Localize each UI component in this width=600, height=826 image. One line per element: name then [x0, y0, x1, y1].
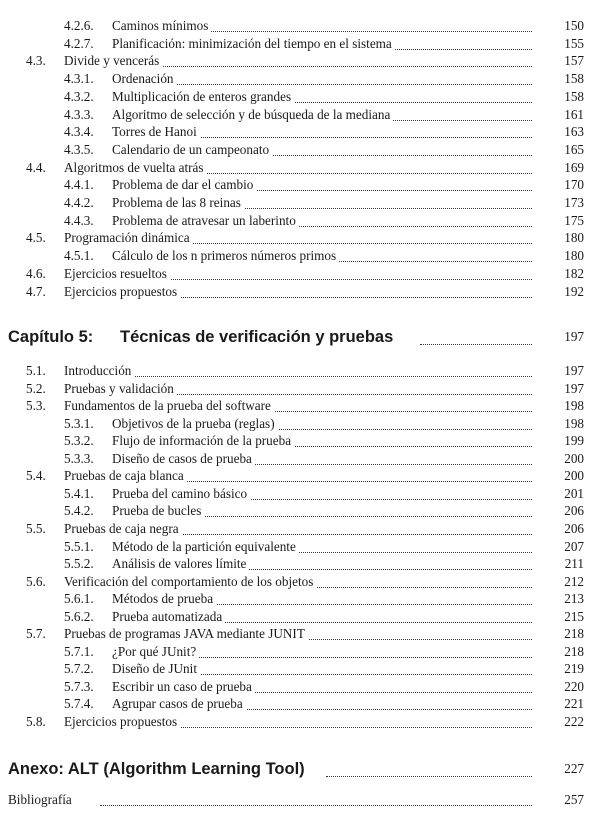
- toc-entry-page-number: 165: [564, 141, 584, 157]
- toc-entry-number: 5.7.1.: [64, 643, 94, 659]
- toc-entry[interactable]: [0, 573, 600, 591]
- toc-entry-title: Flujo de información de la prueba: [112, 432, 294, 450]
- toc-entry-title: Prueba del camino básico: [112, 485, 250, 503]
- toc-entry[interactable]: [0, 678, 600, 696]
- toc-entry[interactable]: [0, 415, 600, 433]
- toc-entry-title: Prueba automatizada: [112, 608, 225, 626]
- bibliography-title: Bibliografía: [8, 791, 75, 809]
- toc-entry-page-number: 206: [564, 503, 584, 519]
- toc-entry[interactable]: [0, 450, 600, 468]
- leader-dots: [100, 803, 532, 806]
- toc-entry-title: Pruebas y validación: [64, 380, 177, 398]
- toc-entry-title: Introducción: [64, 362, 134, 380]
- toc-entry-title: Agrupar casos de prueba: [112, 695, 246, 713]
- toc-entry-number: 4.2.6.: [64, 18, 94, 33]
- toc-entry-page-number: 180: [564, 248, 584, 264]
- toc-entry-title: Problema de las 8 reinas: [112, 194, 244, 212]
- toc-entry-page-number: 200: [564, 450, 584, 466]
- toc-entry-page-number: 182: [564, 265, 584, 281]
- toc-entry[interactable]: [0, 70, 600, 88]
- toc-entry-page-number: 206: [564, 520, 584, 536]
- leader-dots: [84, 374, 532, 377]
- toc-entry[interactable]: [0, 485, 600, 503]
- toc-entry[interactable]: [0, 17, 600, 35]
- toc-entry[interactable]: [0, 35, 600, 53]
- toc-entry-title: ¿Por qué JUnit?: [112, 643, 199, 661]
- toc-entry-page-number: 221: [564, 696, 584, 712]
- toc-entry-page-number: 220: [564, 678, 584, 694]
- toc-entry-page-number: 163: [564, 124, 584, 140]
- bibliography-entry: [0, 791, 600, 809]
- toc-entry-title: Métodos de prueba: [112, 590, 216, 608]
- toc-entry-number: 5.7.4.: [64, 696, 94, 712]
- toc-entry[interactable]: [0, 362, 600, 380]
- toc-entry-title: Calendario de un campeonato: [112, 141, 272, 159]
- toc-entry-number: 5.7.2.: [64, 661, 94, 677]
- toc-entry-page-number: 213: [564, 591, 584, 607]
- toc-entry-title: Pruebas de caja blanca: [64, 467, 187, 485]
- toc-entry[interactable]: [0, 397, 600, 415]
- toc-entry-number: 5.3.: [26, 398, 46, 414]
- toc-entry[interactable]: [0, 467, 600, 485]
- toc-entry-number: 5.6.1.: [64, 591, 94, 607]
- toc-entry-number: 5.4.1.: [64, 485, 94, 501]
- toc-entry-title: Método de la partición equivalente: [112, 538, 299, 556]
- toc-entry-number: 4.4.3.: [64, 212, 94, 228]
- chapter-heading: [0, 326, 600, 348]
- toc-entry-title: Ejercicios propuestos: [64, 713, 180, 731]
- leader-dots: [326, 774, 532, 777]
- toc-entry-page-number: 150: [564, 18, 584, 33]
- toc-entry[interactable]: [0, 88, 600, 106]
- toc-entry-page-number: 222: [564, 714, 584, 729]
- toc-entry[interactable]: [0, 159, 600, 177]
- toc-entry-number: 5.5.1.: [64, 538, 94, 554]
- toc-entry-page-number: 207: [564, 538, 584, 554]
- toc-entry-page-number: 173: [564, 195, 584, 210]
- toc-entry-title: Caminos mínimos: [112, 17, 211, 35]
- toc-entry-number: 5.8.: [26, 714, 46, 729]
- toc-entry-page-number: 200: [564, 468, 584, 484]
- toc-entry-page-number: 212: [564, 573, 584, 589]
- toc-entry[interactable]: [0, 502, 600, 520]
- toc-entry-number: 4.4.: [26, 159, 46, 175]
- toc-entry-number: 5.5.2.: [64, 556, 94, 572]
- toc-entry-title: Análisis de valores límite: [112, 555, 249, 573]
- toc-entry-title: Diseño de casos de prueba: [112, 450, 255, 468]
- toc-entry-page-number: 197: [564, 363, 584, 378]
- toc-entry-number: 5.2.: [26, 380, 46, 396]
- toc-entry-number: 4.2.7.: [64, 35, 94, 51]
- toc-entry-page-number: 215: [564, 608, 584, 624]
- toc-entry-title: Escribir un caso de prueba: [112, 678, 255, 696]
- toc-entry-page-number: 219: [564, 661, 584, 677]
- toc-entry-number: 4.3.3.: [64, 106, 94, 122]
- leader-dots: [420, 342, 532, 345]
- toc-entry[interactable]: [0, 380, 600, 398]
- toc-entry[interactable]: [0, 432, 600, 450]
- toc-entry[interactable]: [0, 247, 600, 265]
- toc-entry-title: Ejercicios resueltos: [64, 265, 170, 283]
- toc-entry-number: 5.1.: [26, 363, 46, 378]
- toc-entry-title: Algoritmos de vuelta atrás: [64, 159, 207, 177]
- toc-entry-number: 5.3.2.: [64, 433, 94, 449]
- toc-entry-page-number: 211: [564, 556, 584, 572]
- toc-entry[interactable]: [0, 194, 600, 212]
- toc-entry[interactable]: [0, 608, 600, 626]
- toc-entry[interactable]: [0, 660, 600, 678]
- toc-entry-number: 5.6.2.: [64, 608, 94, 624]
- toc-entry-number: 4.6.: [26, 265, 46, 281]
- toc-entry-page-number: 218: [564, 643, 584, 659]
- annex-page-number: 227: [564, 761, 584, 776]
- toc-entry-page-number: 170: [564, 177, 584, 193]
- toc-entry[interactable]: [0, 176, 600, 194]
- toc-entry-title: Programación dinámica: [64, 229, 193, 247]
- toc-entry-title: Fundamentos de la prueba del software: [64, 397, 274, 415]
- toc-entry-page-number: 192: [564, 283, 584, 299]
- toc-entry-title: Cálculo de los n primeros números primos: [112, 247, 339, 265]
- toc-entry-title: Multiplicación de enteros grandes: [112, 88, 294, 106]
- toc-entry-page-number: 161: [564, 106, 584, 122]
- toc-entry-title: Torres de Hanoi: [112, 123, 200, 141]
- toc-entry[interactable]: [0, 643, 600, 661]
- toc-entry[interactable]: [0, 212, 600, 230]
- toc-entry-title: Pruebas de caja negra: [64, 520, 182, 538]
- toc-entry-title: Objetivos de la prueba (reglas): [112, 415, 278, 433]
- toc-entry[interactable]: [0, 265, 600, 283]
- toc-entry-title: Prueba de bucles: [112, 502, 204, 520]
- toc-entry-page-number: 158: [564, 71, 584, 87]
- toc-entry-title: Problema de dar el cambio: [112, 176, 256, 194]
- toc-entry-number: 4.3.: [26, 53, 46, 69]
- chapter-title: Técnicas de verificación y pruebas: [120, 326, 396, 348]
- toc-entry[interactable]: [0, 555, 600, 573]
- leader-dots: [132, 82, 532, 85]
- toc-entry-page-number: 158: [564, 88, 584, 104]
- toc-entry[interactable]: [0, 538, 600, 556]
- chapter-label: Capítulo 5:: [8, 328, 94, 346]
- toc-entry-number: 5.3.3.: [64, 450, 94, 466]
- toc-entry-page-number: 218: [564, 626, 584, 642]
- toc-entry-number: 5.3.1.: [64, 415, 94, 431]
- toc-entry-title: Ejercicios propuestos: [64, 283, 180, 301]
- toc-entry[interactable]: [0, 229, 600, 247]
- toc-entry-page-number: 157: [564, 53, 584, 69]
- bibliography-page-number: 257: [564, 792, 584, 807]
- toc-entry-title: Divide y vencerás: [64, 52, 162, 70]
- toc-entry-number: 4.3.1.: [64, 71, 94, 87]
- toc-entry-number: 4.3.5.: [64, 141, 94, 157]
- annex-title: Anexo: ALT (Algorithm Learning Tool): [8, 758, 308, 780]
- toc-entry[interactable]: [0, 695, 600, 713]
- toc-entry[interactable]: [0, 283, 600, 301]
- toc-entry[interactable]: [0, 52, 600, 70]
- toc-entry[interactable]: [0, 590, 600, 608]
- toc-entry[interactable]: [0, 123, 600, 141]
- toc-entry-page-number: 155: [564, 35, 584, 51]
- toc-entry-number: 5.5.: [26, 520, 46, 536]
- toc-entry-number: 5.4.2.: [64, 503, 94, 519]
- toc-entry-title: Ordenación: [112, 70, 177, 88]
- toc-entry-page-number: 180: [564, 230, 584, 246]
- toc-entry-number: 4.4.2.: [64, 195, 94, 210]
- toc-entry-number: 4.5.: [26, 230, 46, 246]
- toc-entry-page-number: 198: [564, 398, 584, 414]
- toc-entry-number: 4.3.2.: [64, 88, 94, 104]
- toc-entry-number: 4.7.: [26, 283, 46, 299]
- toc-entry-title: Verificación del comportamiento de los objetos: [64, 573, 316, 591]
- toc-entry-title: Diseño de JUnit: [112, 660, 200, 678]
- toc-entry-number: 5.7.: [26, 626, 46, 642]
- toc-entry-page-number: 169: [564, 159, 584, 175]
- chapter-page-number: 197: [564, 329, 584, 344]
- toc-entry-number: 5.4.: [26, 468, 46, 484]
- annex-heading: [0, 758, 600, 780]
- toc-entry-title: Pruebas de programas JAVA mediante JUNIT: [64, 625, 308, 643]
- toc-entry[interactable]: [0, 106, 600, 124]
- toc-entry-title: Algoritmo de selección y de búsqueda de la mediana: [112, 106, 393, 124]
- toc-entry-number: 5.6.: [26, 573, 46, 589]
- toc-entry-number: 5.7.3.: [64, 678, 94, 694]
- toc-entry-number: 4.3.4.: [64, 124, 94, 140]
- toc-entry-number: 4.5.1.: [64, 248, 94, 264]
- toc-entry-page-number: 197: [564, 380, 584, 396]
- toc-entry-page-number: 198: [564, 415, 584, 431]
- toc-entry-page-number: 199: [564, 433, 584, 449]
- toc-entry-title: Problema de atravesar un laberinto: [112, 212, 299, 230]
- toc-entry-number: 4.4.1.: [64, 177, 94, 193]
- toc-entry[interactable]: [0, 141, 600, 159]
- toc-entry-page-number: 175: [564, 212, 584, 228]
- toc-entry-page-number: 201: [564, 485, 584, 501]
- toc-entry[interactable]: [0, 625, 600, 643]
- toc-entry[interactable]: [0, 520, 600, 538]
- toc-entry-title: Planificación: minimización del tiempo en el sistema: [112, 35, 395, 53]
- toc-entry[interactable]: [0, 713, 600, 731]
